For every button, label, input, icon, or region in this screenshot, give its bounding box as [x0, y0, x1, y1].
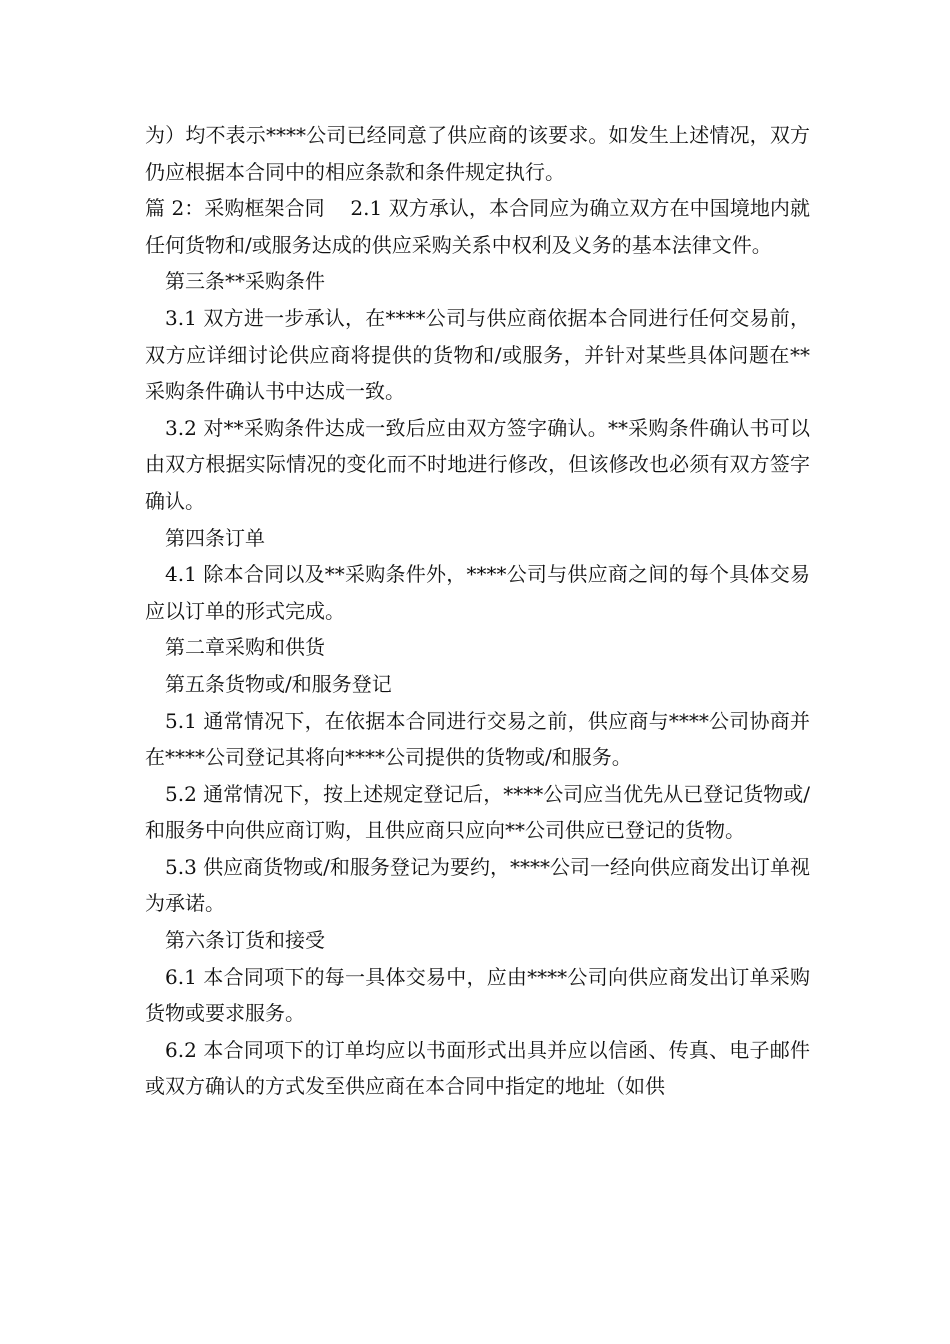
- heading-chapter-2: 第二章采购和供货: [165, 635, 325, 660]
- paragraph-4-1: 4.1 除本合同以及**采购条件外，****公司与供应商之间的每个具体交易应以订单的形式完成。: [145, 562, 810, 623]
- paragraph-5-1: 5.1 通常情况下，在依据本合同进行交易之前，供应商与****公司协商并在****公司登记其将向****公司提供的货物或/和服务。: [145, 708, 810, 770]
- heading-article-6: 第六条订货和接受: [165, 928, 325, 953]
- paragraph-3-2: 3.2 对**采购条件达成一致后应由双方签字确认。**采购条件确认书可以由双方根据实际情况的变化而不时地进行修改，但该修改也必须有双方签字确认。: [145, 415, 810, 513]
- heading-article-5: 第五条货物或/和服务登记: [165, 671, 392, 696]
- paragraph-5-2: 5.2 通常情况下，按上述规定登记后，****公司应当优先从已登记货物或/和服务中向供应商订购，且供应商只应向**公司供应已登记的货物。: [145, 781, 810, 843]
- paragraph-6-1: 6.1 本合同项下的每一具体交易中，应由****公司向供应商发出订单采购货物或要求服务。: [145, 964, 810, 1026]
- document-body: [145, 117, 810, 1105]
- paragraph-6-2: 6.2 本合同项下的订单均应以书面形式出具并应以信函、传真、电子邮件或双方确认的方式发至供应商在本合同中指定的地址（如供: [145, 1037, 810, 1099]
- paragraph-5-3: 5.3 供应商货物或/和服务登记为要约，****公司一经向供应商发出订单视为承诺。: [145, 854, 810, 916]
- heading-article-3: 第三条**采购条件: [165, 269, 325, 294]
- paragraph-continuation: 为）均不表示****公司已经同意了供应商的该要求。如发生上述情况，双方仍应根据本合同中的相应条款和条件规定执行。: [145, 123, 810, 184]
- heading-article-4: 第四条订单: [165, 525, 265, 550]
- paragraph-article-2-1: 篇 2：采购框架合同 2.1 双方承认，本合同应为确立双方在中国境地内就任何货物和/或服务达成的供应采购关系中权利及义务的基本法律文件。: [145, 196, 810, 257]
- paragraph-3-1: 3.1 双方进一步承认，在****公司与供应商依据本合同进行任何交易前，双方应详细讨论供应商将提供的货物和/或服务，并针对某些具体问题在**采购条件确认书中达成一致。: [145, 305, 810, 404]
